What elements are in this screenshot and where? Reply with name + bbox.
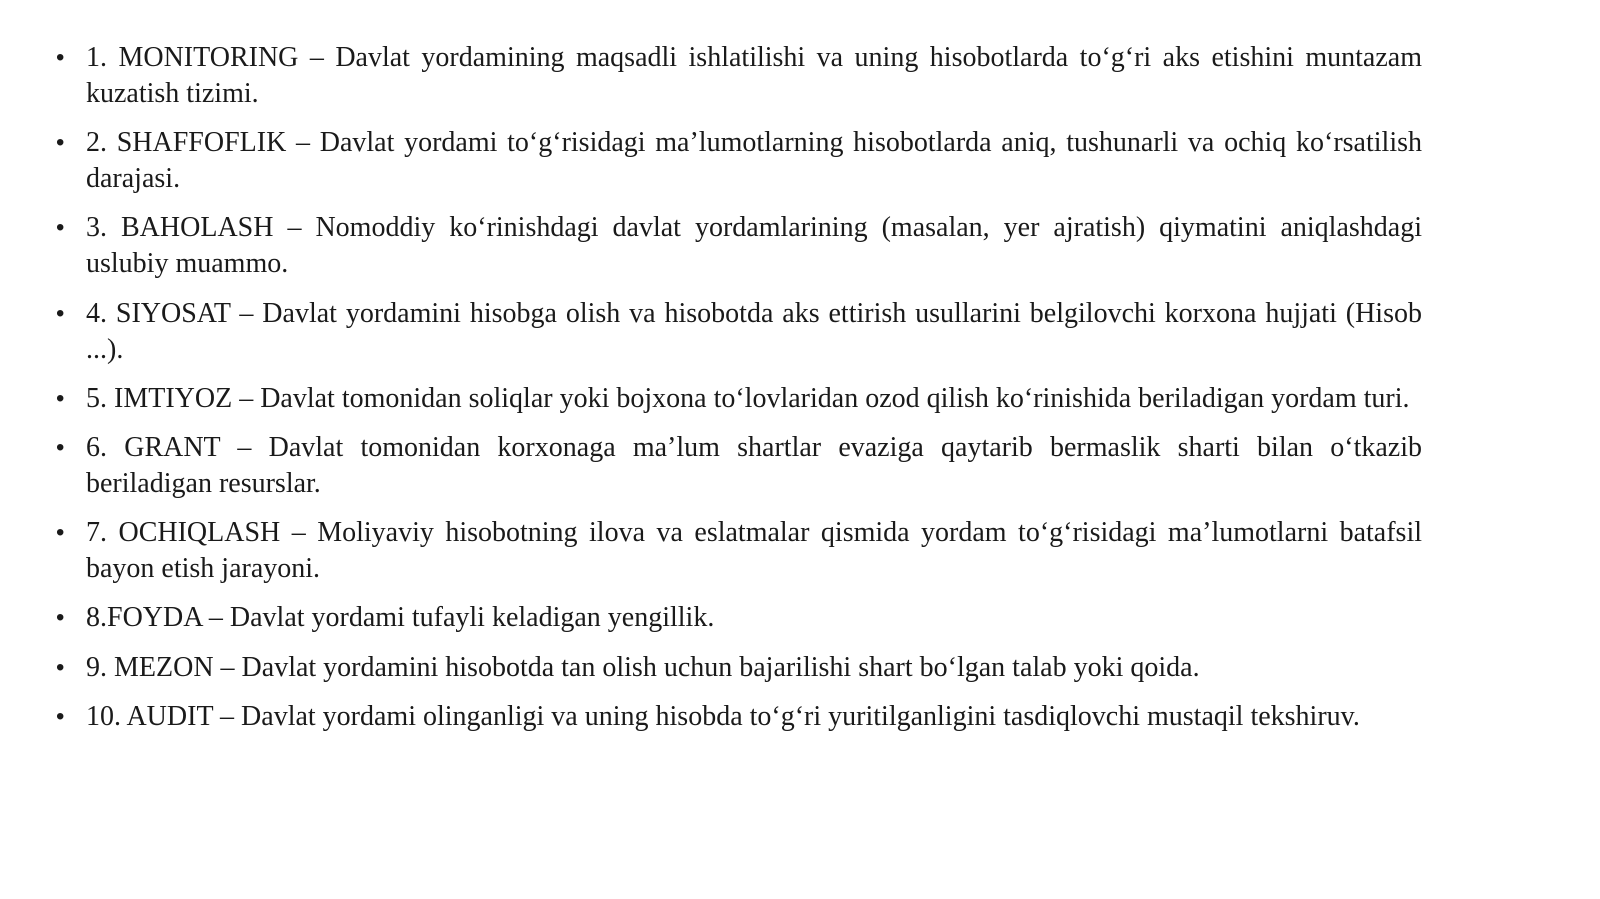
list-item bbox=[56, 381, 1422, 417]
bullet-dot-icon: • bbox=[56, 384, 65, 412]
list-item-text: 6. GRANT – Davlat tomonidan korxonaga ma’lum shartlar evaziga qaytarib bermaslik sharti bilan o‘tkazib beriladigan resurslar. bbox=[86, 431, 1422, 499]
list-item bbox=[56, 210, 1422, 282]
list-item-text: 2. SHAFFOFLIK – Davlat yordami to‘g‘risidagi ma’lumotlarning hisobotlarda aniq, tushunarli va ochiq ko‘rsatilish darajasi. bbox=[86, 127, 1422, 195]
list-item bbox=[56, 296, 1422, 368]
list-item bbox=[56, 699, 1422, 735]
bullet-dot-icon: • bbox=[56, 653, 65, 681]
bullet-dot-icon: • bbox=[56, 519, 65, 547]
list-item bbox=[56, 650, 1422, 686]
bullet-dot-icon: • bbox=[56, 604, 65, 632]
list-item bbox=[56, 125, 1422, 197]
list-item-text: 8.FOYDA – Davlat yordami tufayli keladigan yengillik. bbox=[86, 602, 715, 634]
list-item bbox=[56, 515, 1422, 587]
glossary-bullet-list bbox=[56, 40, 1422, 748]
bullet-dot-icon: • bbox=[56, 129, 65, 157]
list-item-text: 1. MONITORING – Davlat yordamining maqsadli ishlatilishi va uning hisobotlarda to‘g‘ri aks etishini muntazam kuzatish tizimi. bbox=[86, 42, 1422, 109]
bullet-dot-icon: • bbox=[56, 299, 65, 327]
bullet-dot-icon: • bbox=[56, 702, 65, 730]
list-item-text: 7. OCHIQLASH – Moliyaviy hisobotning ilova va eslatmalar qismida yordam to‘g‘risidagi ma’lumotlarni batafsil bayon etish jarayoni. bbox=[86, 517, 1422, 585]
list-item-text: 9. MEZON – Davlat yordamini hisobotda tan olish uchun bajarilishi shart bo‘lgan talab yoki qoida. bbox=[86, 651, 1200, 683]
list-item-text: 5. IMTIYOZ – Davlat tomonidan soliqlar yoki bojxona to‘lovlaridan ozod qilish ko‘rinishida beriladigan yordam turi. bbox=[86, 382, 1410, 414]
list-item bbox=[56, 430, 1422, 502]
list-item-text: 10. AUDIT – Davlat yordami olinganligi va uning hisobda to‘g‘ri yuritilganligini tasdiqlovchi mustaqil tekshiruv. bbox=[86, 700, 1360, 732]
list-item bbox=[56, 600, 1422, 636]
bullet-dot-icon: • bbox=[56, 214, 65, 242]
list-item-text: 3. BAHOLASH – Nomoddiy ko‘rinishdagi davlat yordamlarining (masalan, yer ajratish) qiymatini aniqlashdagi uslubiy muammo. bbox=[86, 212, 1422, 280]
list-item bbox=[56, 40, 1422, 112]
list-item-text: 4. SIYOSAT – Davlat yordamini hisobga olish va hisobotda aks ettirish usullarini belgilovchi korxona hujjati (Hisob ...). bbox=[86, 297, 1422, 365]
bullet-dot-icon: • bbox=[56, 44, 65, 71]
bullet-dot-icon: • bbox=[56, 433, 65, 461]
